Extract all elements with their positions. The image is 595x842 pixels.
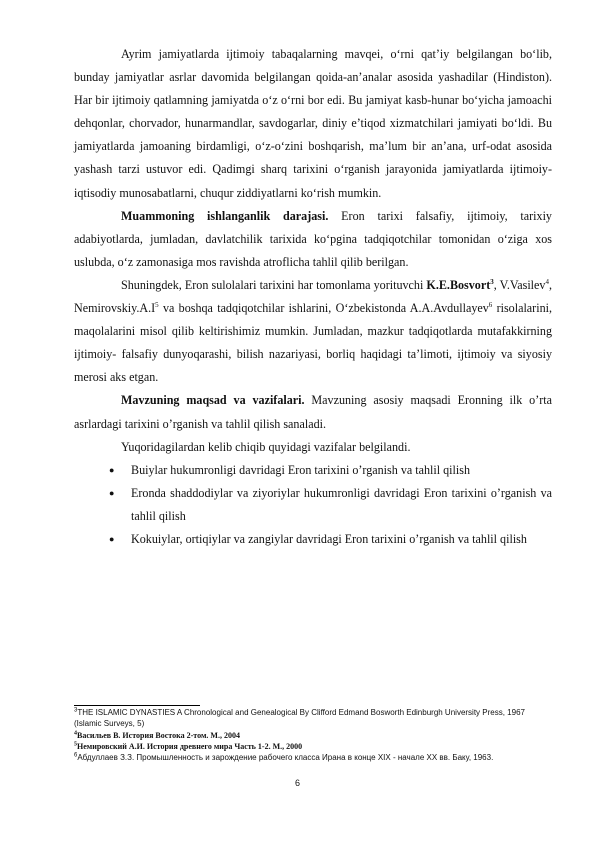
task-item: ● Kokuiylar, ortiqiylar va zangiylar davridagi Eron tarixini o’rganish va tahlil qilish [131, 528, 552, 551]
paragraph-goals: Mavzuning maqsad va vazifalari. Mavzuning asosiy maqsadi Eronning ilk o’rta asrlardagi tarixini o’rganish va tahlil qilish sanaladi. [74, 393, 552, 431]
footnote-3: $^3$THE ISLAMIC DYNASTIES A Chronological and Genealogical By Clifford Edmand Bosworth Edinburgh University Press, 1967 (Islamic Surveys, 5) [74, 707, 525, 729]
task-item: ● Eronda shaddodiylar va ziyoriylar hukumronligi davridagi Eron tarixini o’rganish va tahlil qilish [131, 482, 552, 528]
paragraph-tasks-intro: Yuqoridagilardan kelib chiqib quyidagi vazifalar belgilandi. [121, 439, 411, 454]
footnote-4: $^4$Васильев В. История Востока 2-том. М., 2004 [74, 729, 240, 740]
task-item: ● Buiylar hukumronligi davridagi Eron tarixini o’rganish va tahlil qilish [131, 459, 552, 482]
page-number: 6 [294, 778, 300, 788]
footnote-ref-5[interactable]: 5 [155, 301, 159, 309]
footnote-5: $^5$Немировский А.И. История древнего мира Часть 1-2. М., 2000 [74, 741, 303, 751]
footnotes [74, 707, 552, 763]
heading-goals: Mavzuning maqsad va vazifalari. [121, 393, 305, 408]
task-list [74, 459, 552, 551]
heading-research-degree: Muammoning ishlanganlik darajasi. [121, 208, 329, 223]
paragraph-social-strata: Ayrim jamiyatlarda ijtimoiy tabaqalarning mavqei, o‘rni qat’iy belgilangan bo‘lib, bunday jamiyatlar asrlar davomida belgilangan qoida-an’analar asosida yashadilar (Hindiston). Har bir ijtimoiy qatlamning jamiyatda o‘z o‘rni bor edi. Bu jamiyat kasb-hunar bo‘yicha jamoachi dehqonlar, chorvador, hunarmandlar, savdogarlar, diniy e’tiqod xizmatchilari jamiyati bo‘ldi. Bu jamiyatlarda jamoaning birdamligi, o‘z-o‘zini boshqarish, ma’lum bir an’ana, urf-odat asosida yashash tarzi ustuvor edi. Qadimgi sharq tarixini o‘rganish jarayonida jamiyatlarda ijtimoiy-iqtisodiy munosabatlarni, chuqur ziddiyatlarni ko‘rish mumkin. [74, 47, 552, 200]
paragraph-researchers: Shuningdek, Eron sulolalari tarixini har tomonlama yorituvchi K.E.Bosvort$^3$, V.Vasilev$^4$, Nemirovskiy.A.I$^5$ va boshqa tadqiqotchilar ishlarini, O‘zbekistonda A.A.Avdullayev$^6$ risolalarini, maqolalarini misol qilib keltirishimiz mumkin. Jumladan, mazkur tadqiqotlarda mutafakkirning ijtimoiy- falsafiy dunyoqarashi, bilish nazariyasi, borliq haqidagi ta’limoti, ijtimoiy va siyosiy merosi aks etgan. [74, 277, 552, 385]
footnote-ref-4[interactable]: 4 [545, 277, 549, 286]
author-bosvort: K.E.Bosvort [426, 277, 491, 292]
footnote-divider [74, 705, 200, 706]
main-text [74, 43, 552, 551]
footnote-ref-3[interactable]: 3 [490, 277, 494, 286]
footnote-ref-6[interactable]: 6 [488, 301, 493, 309]
footnote-6: $^6$Абдуллаев З.З. Промышленность и зарождение рабочего класса Ирана в конце XIX - начале XX вв. Баку, 1963. [74, 752, 494, 763]
paragraph-research-degree: Muammoning ishlanganlik darajasi. Eron tarixi falsafiy, ijtimoiy, tarixiy adabiyotlarda, jumladan, davlatchilik tarixida ko‘pgina tadqiqotchilar tomonidan o‘ziga xos uslubda, o‘z zamonasiga mos ravishda atroflicha tahlil qilib berilgan. [74, 208, 552, 269]
